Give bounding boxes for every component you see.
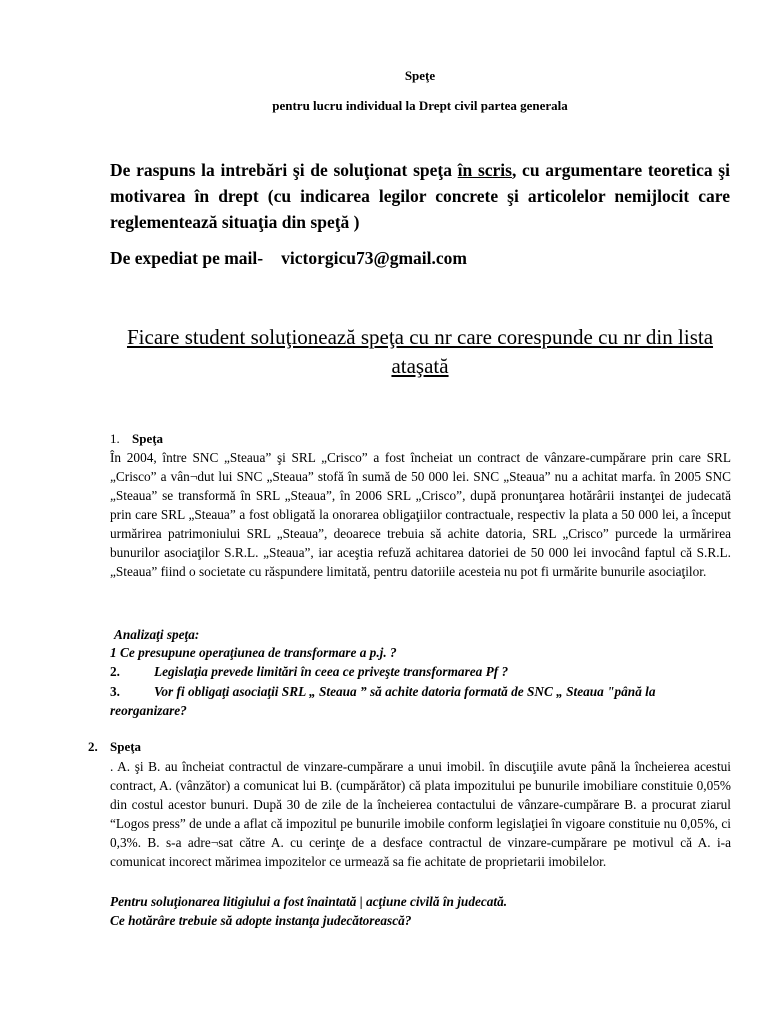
document-subtitle: pentru lucru individual la Drept civil partea generala (272, 98, 568, 113)
mail-line (110, 248, 467, 269)
case-1-number: 1. (110, 431, 120, 446)
case-2-heading (88, 739, 141, 755)
case-2-question-1: Pentru soluţionarea litigiului a fost înaintată | acţiune civilă în judecată. (110, 894, 508, 909)
case-2-title: Speţa (110, 739, 142, 754)
case-1-question-2 (110, 662, 731, 681)
notice-heading: Ficare student soluţionează speţa cu nr care corespunde cu nr din lista ataşată (126, 325, 714, 378)
mail-address[interactable]: victorgicu73@gmail.com (281, 248, 467, 268)
mail-label: De expediat pe mail- (110, 248, 264, 268)
instructions-underlined: în scris (457, 160, 512, 180)
case-2-text: . A. şi B. au încheiat contractul de vinzare-cumpărare a unui imobil. în discuţiile avute până la încheierea acestui contract, A. (vânzător) a comunicat lui B. (cumpărător) că plata impozitului pe bunurile imobiliare constituie 0,05% din costul acestor bunuri. După 30 de zile de la încheierea contactului de vânzare-cumpărare B. a procurat ziarul “Logos press” de unde a aflat că impozitul pe bunurile imobile conform legislaţiei în vigoare constituie nu 0,05%, ci 0,3%. B. s-a adre¬sat către A. cu cerinţe de a desface contractul de vinzare-cumpărare pe motivul că A. i-a comunicat incorect mărimea impozitelor ce urmează sa fie achitate de proprietarii imobilelor. (110, 759, 731, 869)
case-1-text: În 2004, între SNC „Steaua” şi SRL „Crisco” a fost încheiat un contract de vânzare-cumpărare prin care SRL „Crisco” a vân¬dut lui SNC „Steaua” stofă în sumă de 50 000 lei. SNC „Steaua” nu a achitat marfa. în 2005 SNC „Steaua” se transformă în SRL „Steaua”, în 2006 SRL „Crisco”, după pronunţarea hotărârii instanţei de judecată prin care SRL „Steaua” a fost obligată la onorarea obligaţiilor contractuale, respectiv la plata a 50 000 lei, a început urmărirea patrimoniului SRL „Steaua”, deoarece trebuia să achite datoria, SRL „Crisco” purcede la urmărirea bunurilor asociaţilor S.R.L. „Steaua”, iar aceştia refuză achitarea datoriei de 50 000 lei invocând faptul că S.R.L. „Steaua” fiind o societate cu răspundere limitată, pentru datoriile acesteia nu pot fi urmărite bunurile asociaţilor. (110, 450, 731, 579)
case-1-question-1: 1 Ce presupune operaţiunea de transformare a p.j. ? (110, 645, 397, 660)
question-number: 2. (110, 664, 120, 679)
case-2-question-2: Ce hotărâre trebuie să adopte instanţa judecătorească? (110, 913, 412, 928)
question-text: Vor fi obligaţi asociaţii SRL „ Steaua ” să achite datoria formată de SNC „ Steaua "până la reorganizare? (110, 684, 656, 718)
instructions-paragraph (110, 157, 730, 235)
case-1-question-3 (110, 682, 731, 720)
question-number: 3. (110, 684, 120, 699)
case-1-title: Speţa (132, 431, 164, 446)
case-1-analyze: Analizaţi speţa: (114, 627, 200, 642)
question-text: Legislaţia prevede limitări în ceea ce priveşte transformarea Pf ? (154, 664, 509, 679)
instructions-text-rest: , cu argumentare teoretica şi motivarea în drept (cu indicarea legilor concrete şi articolelor nemijlocit care reglementează situaţia din speţă ) (110, 160, 730, 232)
case-2-number: 2. (88, 739, 98, 754)
document-title: Speţe (404, 68, 436, 83)
case-1-heading (110, 431, 163, 447)
instructions-text: De raspuns la intrebări şi de soluţionat speţa (110, 160, 458, 180)
